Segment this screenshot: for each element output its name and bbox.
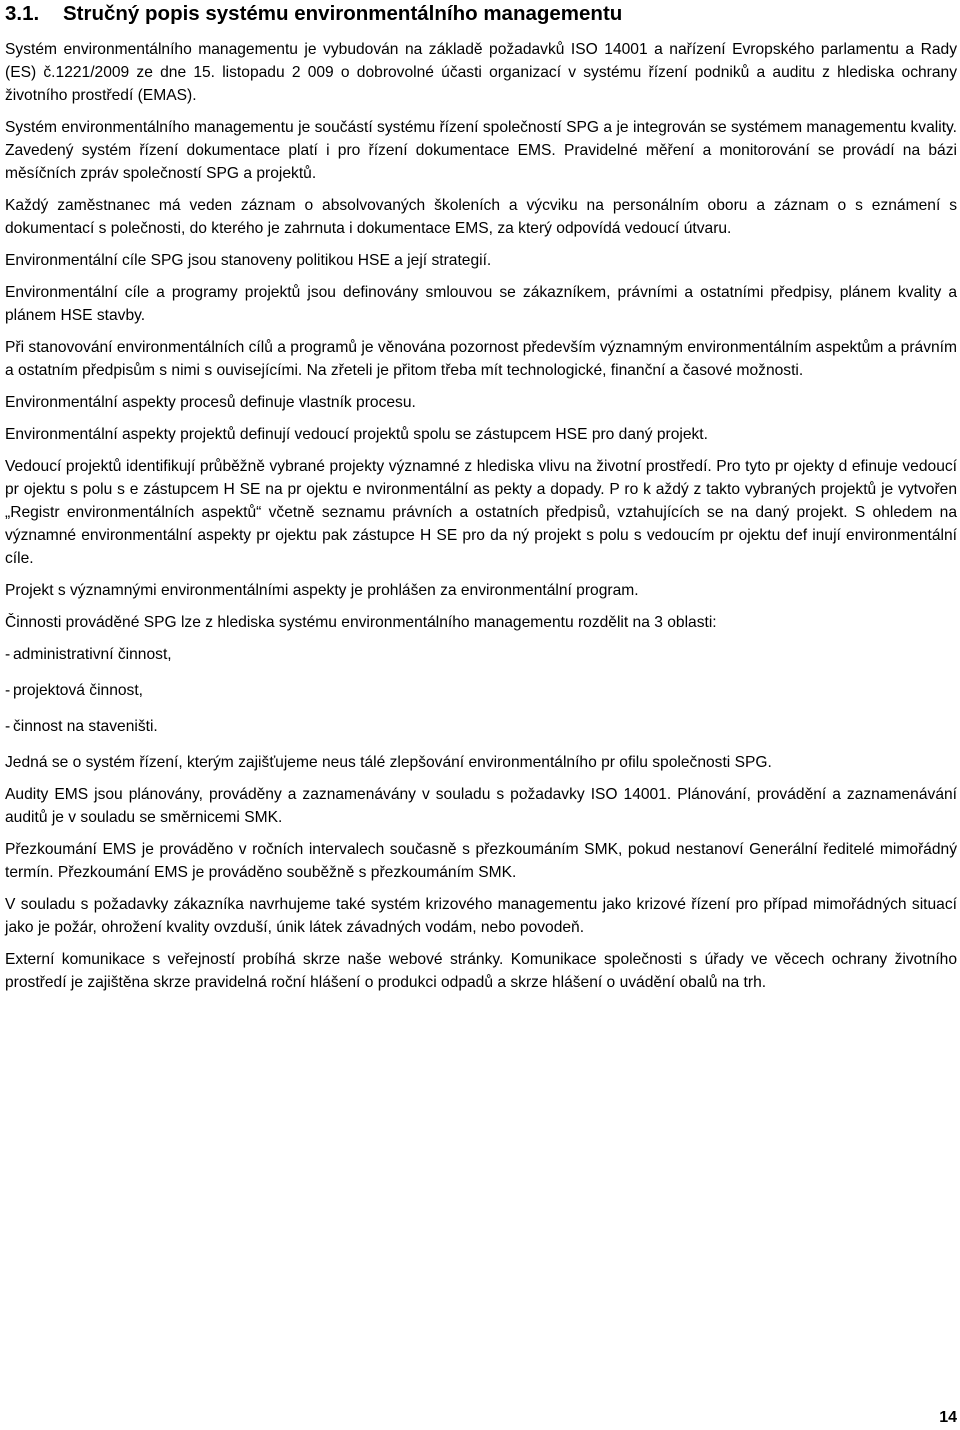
list-item-text: činnost na staveništi. [13,718,158,735]
paragraph: Systém environmentálního managementu je součástí systému řízení společností SPG a je integrován se systémem managementu kvality. Zavedený systém řízení dokumentace platí i pro řízení dokumentace EMS. Pravidelné měření a monitorování se provádí na bázi měsíčních zpráv společností SPG a projektů. [5,119,957,182]
list-item [5,643,957,666]
paragraph: Projekt s významnými environmentálními aspekty je prohlášen za environmentální program. [5,582,639,599]
section-heading [5,0,957,31]
paragraph: Environmentální cíle SPG jsou stanoveny politikou HSE a její strategií. [5,252,492,269]
section-title: Stručný popis systému environmentálního managementu [63,2,623,25]
paragraph: Přezkoumání EMS je prováděno v ročních intervalech současně s přezkoumáním SMK, pokud nestanoví Generální ředitelé mimořádný termín. Přezkoumání EMS je prováděno souběžně s přezkoumáním SMK. [5,841,957,881]
paragraph: Při stanovování environmentálních cílů a programů je věnována pozornost především významným environmentálním aspektům a právním a ostatním předpisům s nimi s ouvisejícími. Na zřeteli je přitom třeba mít technologické, finanční a časové možnosti. [5,339,957,379]
paragraph: Externí komunikace s veřejností probíhá skrze naše webové stránky. Komunikace společnosti s úřady ve věcech ochrany životního prostředí je zajištěna skrze pravidelná roční hlášení o produkci odpadů a skrze hlášení o uvádění obalů na trh. [5,951,957,991]
list-dash: - [5,646,11,663]
page-number: 14 [939,1409,957,1426]
list-item [5,715,957,738]
paragraph: Systém environmentálního managementu je vybudován na základě požadavků ISO 14001 a nařízení Evropského parlamentu a Rady (ES) č.1221/2009 ze dne 15. listopadu 2 009 o dobrovolné účasti organizací v systému řízení podniků a auditu z hlediska ochrany životního prostředí (EMAS). [5,41,957,104]
paragraph: Environmentální aspekty projektů definují vedoucí projektů spolu se zástupcem HSE pro daný projekt. [5,426,708,443]
paragraph: Environmentální aspekty procesů definuje vlastník procesu. [5,394,416,411]
paragraph: Vedoucí projektů identifikují průběžně vybrané projekty významné z hlediska vlivu na životní prostředí. Pro tyto pr ojekty d efinuje vedoucí pr ojektu s polu s e zástupcem H SE na pr ojektu e nvironmentální as pekty a dopady. P ro k aždý z takto vybraných projektů je vytvořen „Registr environmentálních aspektů“ včetně seznamu právních a ostatních předpisů, vztahujících se na daný projekt. S ohledem na významné environmentální aspekty pr ojektu pak zástupce H SE pro da ný projekt s polu s vedoucím pr ojektu def inují environmentální cíle. [5,458,957,567]
document-page [5,0,957,1003]
paragraph: V souladu s požadavky zákazníka navrhujeme také systém krizového managementu jako krizové řízení pro případ mimořádných situací jako je požár, ohrožení kvality ovzduší, únik látek závadných vodám, nebo povodeň. [5,896,957,936]
list-item [5,679,957,702]
list-dash: - [5,682,11,699]
paragraph: Každý zaměstnanec má veden záznam o absolvovaných školeních a výcviku na personálním oboru a záznam o s eznámení s dokumentací s polečnosti, do kterého je zahrnuta i dokumentace EMS, za který odpovídá vedoucí útvaru. [5,197,957,237]
paragraph: Jedná se o systém řízení, kterým zajišťujeme neus tálé zlepšování environmentálního pr ofilu společnosti SPG. [5,754,772,771]
paragraph: Environmentální cíle a programy projektů jsou definovány smlouvou se zákazníkem, právními a ostatními předpisy, plánem kvality a plánem HSE stavby. [5,284,957,324]
list-item-text: projektová činnost, [13,682,144,699]
activity-list [5,643,957,738]
paragraph: Činnosti prováděné SPG lze z hlediska systému environmentálního managementu rozdělit na 3 oblasti: [5,614,717,631]
section-number: 3.1. [5,2,40,25]
list-dash: - [5,718,11,735]
paragraph: Audity EMS jsou plánovány, prováděny a zaznamenávány v souladu s požadavky ISO 14001. Plánování, provádění a zaznamenávání auditů je v souladu se směrnicemi SMK. [5,786,957,826]
list-item-text: administrativní činnost, [13,646,172,663]
